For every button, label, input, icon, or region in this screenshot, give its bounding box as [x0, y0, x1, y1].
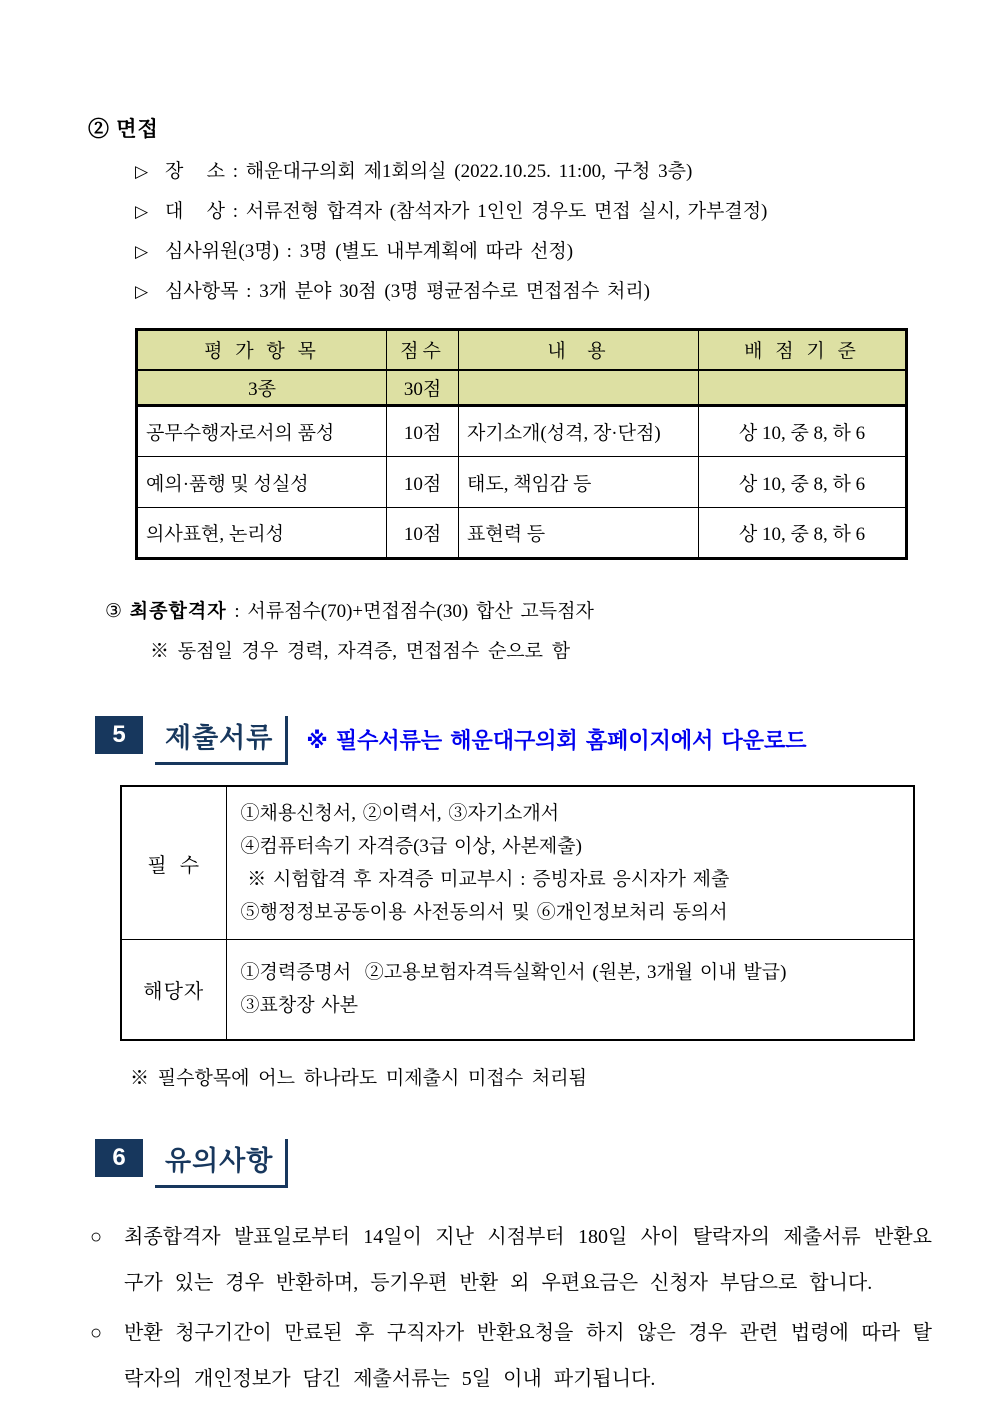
list-item-text: 장 소 : 해운대구의회 제1회의실 (2022.10.25. 11:00, 구청 3층): [165, 161, 693, 182]
content-line: ①채용신청서, ②이력서, ③자기소개서: [240, 803, 560, 824]
table-cell: 표현력 등: [459, 508, 699, 559]
table-row: [137, 508, 907, 559]
submission-note: ※ 필수항목에 어느 하나라도 미제출시 미접수 처리됨: [130, 1067, 587, 1089]
table-row: [137, 406, 907, 457]
section6-header: [95, 1139, 922, 1188]
evaluation-table: [135, 328, 908, 560]
list-item: [135, 232, 922, 272]
final-result-text: : 서류점수(70)+면접점수(30) 합산 고득점자: [226, 601, 594, 622]
list-item-text: 심사위원(3명) : 3명 (별도 내부계획에 따라 선정): [165, 241, 574, 262]
section-title: 유의사항: [155, 1139, 288, 1188]
table-cell: 10점: [387, 406, 459, 457]
interview-list: [135, 152, 922, 312]
header-cell: 평 가 항 목: [137, 330, 387, 370]
table-cell: 상 10, 중 8, 하 6: [699, 406, 907, 457]
notice-item: [90, 1310, 932, 1402]
notice-item: [90, 1214, 932, 1306]
notice-text: 반환 청구기간이 만료된 후 구직자가 반환요청을 하지 않은 경우 관련 법령에 따라 탈락자의 개인정보가 담긴 제출서류는 5일 이내 파기됩니다.: [124, 1321, 932, 1390]
submission-table: [120, 785, 915, 1041]
interview-heading: ② 면접: [88, 117, 159, 141]
circle-bullet-icon: ○: [90, 1321, 103, 1344]
content-line: ③표창장 사본: [240, 995, 359, 1017]
table-cell: 10점: [387, 508, 459, 559]
content-line: ⑤행정정보공동이용 사전동의서 및 ⑥개인정보처리 동의서: [240, 902, 728, 923]
table-cell: 의사표현, 논리성: [137, 508, 387, 559]
subtotal-row: [137, 370, 907, 406]
row-label: 해당자: [121, 940, 226, 1040]
triangle-bullet-icon: ▷: [135, 282, 149, 301]
table-row: [121, 940, 914, 1040]
row-label: 필 수: [121, 786, 226, 940]
table-cell: 상 10, 중 8, 하 6: [699, 457, 907, 508]
table-cell: 자기소개(성격, 장·단점): [459, 406, 699, 457]
section-number-badge: 6: [95, 1139, 143, 1177]
list-item: [135, 152, 922, 192]
triangle-bullet-icon: ▷: [135, 162, 149, 181]
section5-header: [95, 716, 922, 765]
header-cell: 점수: [387, 330, 459, 370]
list-item-text: 대 상 : 서류전형 합격자 (참석자가 1인인 경우도 면접 실시, 가부결정): [165, 201, 768, 222]
notices: [90, 1214, 932, 1402]
table-cell: [459, 370, 699, 406]
evaluation-table-header-row: [137, 330, 907, 370]
table-cell: 10점: [387, 457, 459, 508]
list-item-text: 심사항목 : 3개 분야 30점 (3명 평균점수로 면접점수 처리): [165, 281, 651, 302]
row-content: [226, 786, 914, 940]
content-line: ④컴퓨터속기 자격증(3급 이상, 사본제출): [240, 836, 582, 857]
circled-number: ③: [105, 601, 123, 622]
final-result-label: 최종합격자: [129, 601, 227, 622]
content-line: ①경력증명서 ②고용보험자격득실확인서 (원본, 3개월 이내 발급): [240, 962, 787, 984]
circle-bullet-icon: ○: [90, 1225, 103, 1248]
final-result-line: [105, 592, 922, 632]
row-content: [226, 940, 914, 1040]
table-row: [137, 457, 907, 508]
header-cell: 배 점 기 준: [699, 330, 907, 370]
table-cell: 3종: [137, 370, 387, 406]
section-download-note: ※ 필수서류는 해운대구의회 홈페이지에서 다운로드: [306, 728, 807, 753]
notice-text: 최종합격자 발표일로부터 14일이 지난 시점부터 180일 사이 탈락자의 제출서류 반환요구가 있는 경우 반환하며, 등기우편 반환 외 우편요금은 신청자 부담으로 합니다.: [124, 1225, 932, 1294]
list-item: [135, 272, 922, 312]
table-cell: [699, 370, 907, 406]
header-cell: 내 용: [459, 330, 699, 370]
content-line: ※ 시험합격 후 자격증 미교부시 : 증빙자료 응시자가 제출: [240, 869, 730, 890]
table-row: [121, 786, 914, 940]
triangle-bullet-icon: ▷: [135, 202, 149, 221]
table-cell: 공무수행자로서의 품성: [137, 406, 387, 457]
table-cell: 30점: [387, 370, 459, 406]
section-title: 제출서류: [155, 716, 288, 765]
section-number-badge: 5: [95, 716, 143, 754]
table-cell: 태도, 책임감 등: [459, 457, 699, 508]
table-cell: 예의·품행 및 성실성: [137, 457, 387, 508]
table-cell: 상 10, 중 8, 하 6: [699, 508, 907, 559]
triangle-bullet-icon: ▷: [135, 242, 149, 261]
final-result-note: ※ 동점일 경우 경력, 자격증, 면접점수 순으로 함: [150, 641, 571, 662]
list-item: [135, 192, 922, 232]
